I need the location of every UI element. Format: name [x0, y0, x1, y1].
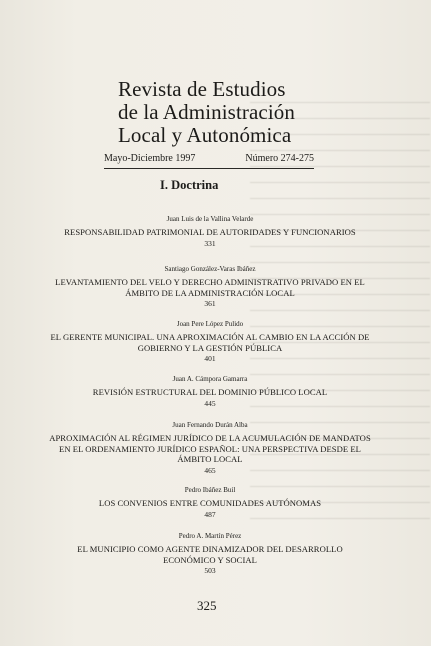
page-number: 325 — [197, 598, 217, 613]
toc-entry — [40, 215, 380, 248]
section-heading: I. Doctrina — [160, 178, 219, 192]
issue-number: Número 274-275 — [245, 153, 314, 164]
entry-page: 445 — [204, 398, 216, 408]
journal-title-line-2: de la Administración — [118, 100, 295, 124]
entry-author: Joan Pere López Pulido — [176, 320, 244, 328]
entry-title: EL MUNICIPIO COMO AGENTE DINAMIZADOR DEL DESARROLLO ECONÓMICO Y SOCIAL — [77, 544, 343, 565]
issue-info — [104, 150, 314, 169]
entry-author: Pedro Ibáñez Buil — [184, 486, 236, 494]
entry-title: REVISIÓN ESTRUCTURAL DEL DOMINIO PÚBLICO LOCAL — [92, 387, 328, 397]
entry-author: Pedro A. Martín Pérez — [178, 532, 242, 540]
journal-title — [118, 78, 358, 147]
entry-author: Juan Fernando Durán Alba — [172, 421, 248, 429]
entry-page: 503 — [204, 566, 216, 575]
entry-title: RESPONSABILIDAD PATRIMONIAL DE AUTORIDADES Y FUNCIONARIOS — [64, 227, 356, 237]
entry-author: Juan A. Cámpora Gamarra — [172, 375, 248, 383]
toc-entry — [40, 532, 380, 575]
entry-title: LOS CONVENIOS ENTRE COMUNIDADES AUTÓNOMAS — [98, 498, 322, 508]
toc-entry — [40, 421, 380, 475]
issue-date: Mayo-Diciembre 1997 — [104, 153, 196, 164]
entry-title: EL GERENTE MUNICIPAL. UNA APROXIMACIÓN AL CAMBIO EN LA ACCIÓN DE GOBIERNO Y LA GESTIÓN PÚBLICA — [50, 332, 370, 353]
toc-entry — [40, 265, 380, 308]
toc-entry — [40, 320, 380, 363]
entry-title: APROXIMACIÓN AL RÉGIMEN JURÍDICO DE LA ACUMULACIÓN DE MANDATOS EN EL ORDENAMIENTO JURÍDICO ESPAÑOL: UNA PERSPECTIVA DESDE EL ÁMBITO LOCAL — [49, 433, 371, 464]
journal-title-line-1: Revista de Estudios — [118, 77, 286, 101]
entry-title: LEVANTAMIENTO DEL VELO Y DERECHO ADMINISTRATIVO PRIVADO EN EL ÁMBITO DE LA ADMINISTRACIÓN LOCAL — [55, 277, 365, 298]
entry-page: 361 — [204, 299, 216, 308]
toc-entry — [40, 375, 380, 408]
entry-page: 401 — [204, 354, 216, 363]
entry-page: 331 — [204, 238, 216, 248]
toc-entry — [40, 486, 380, 519]
entry-author: Santiago González-Varas Ibáñez — [164, 265, 256, 273]
journal-title-line-3: Local y Autonómica — [118, 123, 292, 147]
entry-author: Juan Luis de la Vallina Velarde — [166, 215, 254, 223]
entry-page: 487 — [204, 509, 216, 519]
entry-page: 465 — [204, 465, 216, 475]
